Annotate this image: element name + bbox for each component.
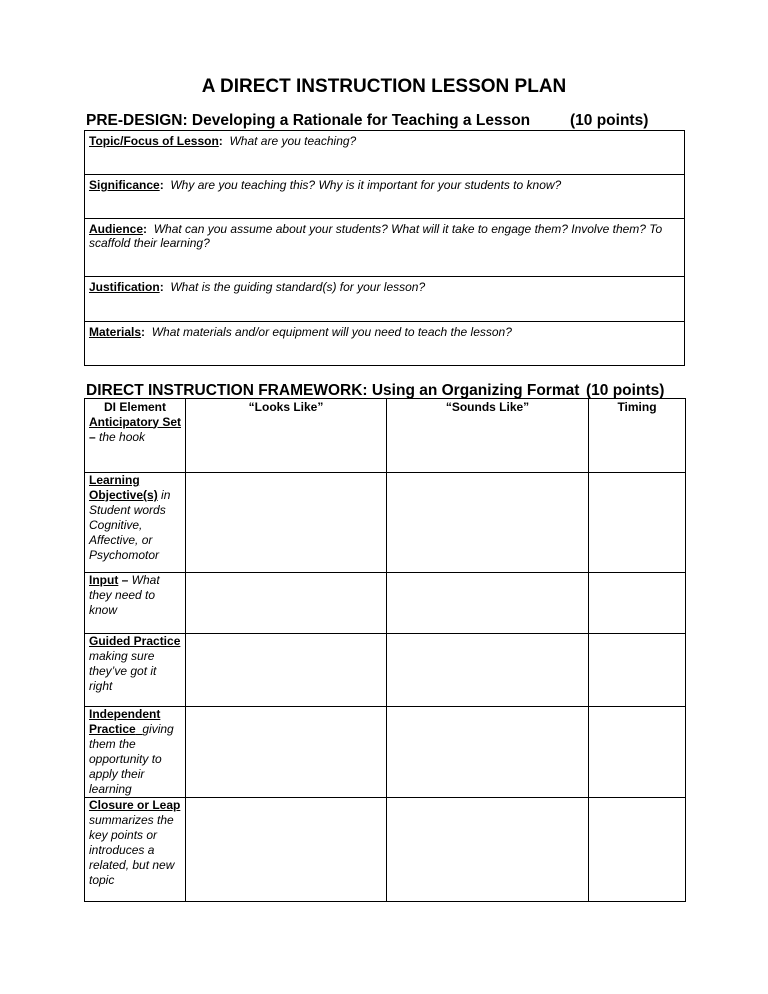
table-row <box>85 473 686 573</box>
row-question: What are you teaching? <box>229 134 357 148</box>
col-header-di-element: DI Element <box>85 399 186 415</box>
row-question: What is the guiding standard(s) for your lesson? <box>170 280 426 294</box>
timing-cell[interactable] <box>589 798 686 902</box>
predesign-row-justification <box>85 277 685 322</box>
di-element-cell <box>85 798 186 902</box>
predesign-row-topic <box>85 131 685 175</box>
table-row <box>85 707 686 798</box>
col-header-timing: Timing <box>589 399 686 415</box>
predesign-heading <box>86 112 686 130</box>
di-element-cell <box>85 634 186 707</box>
predesign-row-materials <box>85 322 685 366</box>
row-label: Materials <box>89 325 142 339</box>
row-label-sep: : <box>218 134 223 148</box>
di-element-cell <box>85 707 186 798</box>
sounds-like-cell[interactable] <box>387 415 589 473</box>
row-label-sep: : <box>141 325 146 339</box>
timing-cell[interactable] <box>589 415 686 473</box>
framework-points: (10 points) <box>586 382 665 399</box>
predesign-row-audience <box>85 219 685 277</box>
table-row <box>85 634 686 707</box>
di-element-desc: making sure they’ve got it right <box>89 649 157 693</box>
looks-like-cell[interactable] <box>186 573 387 634</box>
row-label: Justification <box>89 280 160 294</box>
table-row <box>85 573 686 634</box>
predesign-points: (10 points) <box>570 112 649 129</box>
looks-like-cell[interactable] <box>186 634 387 707</box>
di-element-name: Learning Objective(s) <box>89 473 158 502</box>
row-question: What can you assume about your students? What will it take to engage them? Involve them? To scaffold their learning? <box>89 222 663 250</box>
predesign-heading-text: PRE-DESIGN: Developing a Rationale for Teaching a Lesson <box>86 112 531 129</box>
timing-cell[interactable] <box>589 707 686 798</box>
di-element-desc: the hook <box>99 429 146 444</box>
predesign-cell[interactable] <box>85 131 685 175</box>
di-element-cell <box>85 573 186 634</box>
sounds-like-cell[interactable] <box>387 573 589 634</box>
predesign-row-significance <box>85 175 685 219</box>
row-question: Why are you teaching this? Why is it important for your students to know? <box>170 178 562 192</box>
table-row <box>85 415 686 473</box>
sounds-like-cell[interactable] <box>387 473 589 573</box>
row-label: Significance <box>89 178 160 192</box>
looks-like-cell[interactable] <box>186 473 387 573</box>
page-title: A DIRECT INSTRUCTION LESSON PLAN <box>201 76 567 97</box>
di-element-name: Input <box>89 573 119 587</box>
col-header-looks-like: “Looks Like” <box>186 399 387 415</box>
looks-like-cell[interactable] <box>186 415 387 473</box>
di-element-desc: giving them the opportunity to apply their learning <box>89 722 174 796</box>
table-row <box>85 798 686 902</box>
predesign-cell[interactable] <box>85 277 685 322</box>
di-element-desc: in Student words Cognitive, Affective, or Psychomotor <box>89 488 171 562</box>
di-element-sep: – <box>118 573 132 587</box>
di-element-cell <box>85 415 186 473</box>
di-element-name: Anticipatory Set <box>89 414 182 429</box>
predesign-cell[interactable] <box>85 219 685 277</box>
framework-header-row <box>85 399 686 415</box>
di-element-name: Independent Practice <box>89 707 161 736</box>
di-element-name: Guided Practice <box>89 634 181 648</box>
looks-like-cell[interactable] <box>186 798 387 902</box>
timing-cell[interactable] <box>589 473 686 573</box>
sounds-like-cell[interactable] <box>387 707 589 798</box>
predesign-cell[interactable] <box>85 322 685 366</box>
di-element-name: Closure or Leap <box>89 798 181 812</box>
predesign-table <box>84 130 685 366</box>
row-label-sep: : <box>143 222 148 236</box>
looks-like-cell[interactable] <box>186 707 387 798</box>
row-label: Topic/Focus of Lesson <box>89 134 219 148</box>
di-element-desc: What they need to know <box>89 573 160 617</box>
timing-cell[interactable] <box>589 573 686 634</box>
di-element-cell <box>85 473 186 573</box>
row-question: What materials and/or equipment will you need to teach the lesson? <box>151 325 512 339</box>
framework-table <box>84 398 686 902</box>
timing-cell[interactable] <box>589 634 686 707</box>
di-element-desc: summarizes the key points or introduces a related, but new topic <box>89 813 175 887</box>
row-label-sep: : <box>159 280 164 294</box>
row-label: Audience <box>89 222 144 236</box>
framework-heading-text: DIRECT INSTRUCTION FRAMEWORK: Using an Organizing Format <box>86 382 580 399</box>
sounds-like-cell[interactable] <box>387 798 589 902</box>
sounds-like-cell[interactable] <box>387 634 589 707</box>
di-element-sep: – <box>89 429 100 444</box>
col-header-sounds-like: “Sounds Like” <box>387 399 589 415</box>
row-label-sep: : <box>159 178 164 192</box>
predesign-cell[interactable] <box>85 175 685 219</box>
